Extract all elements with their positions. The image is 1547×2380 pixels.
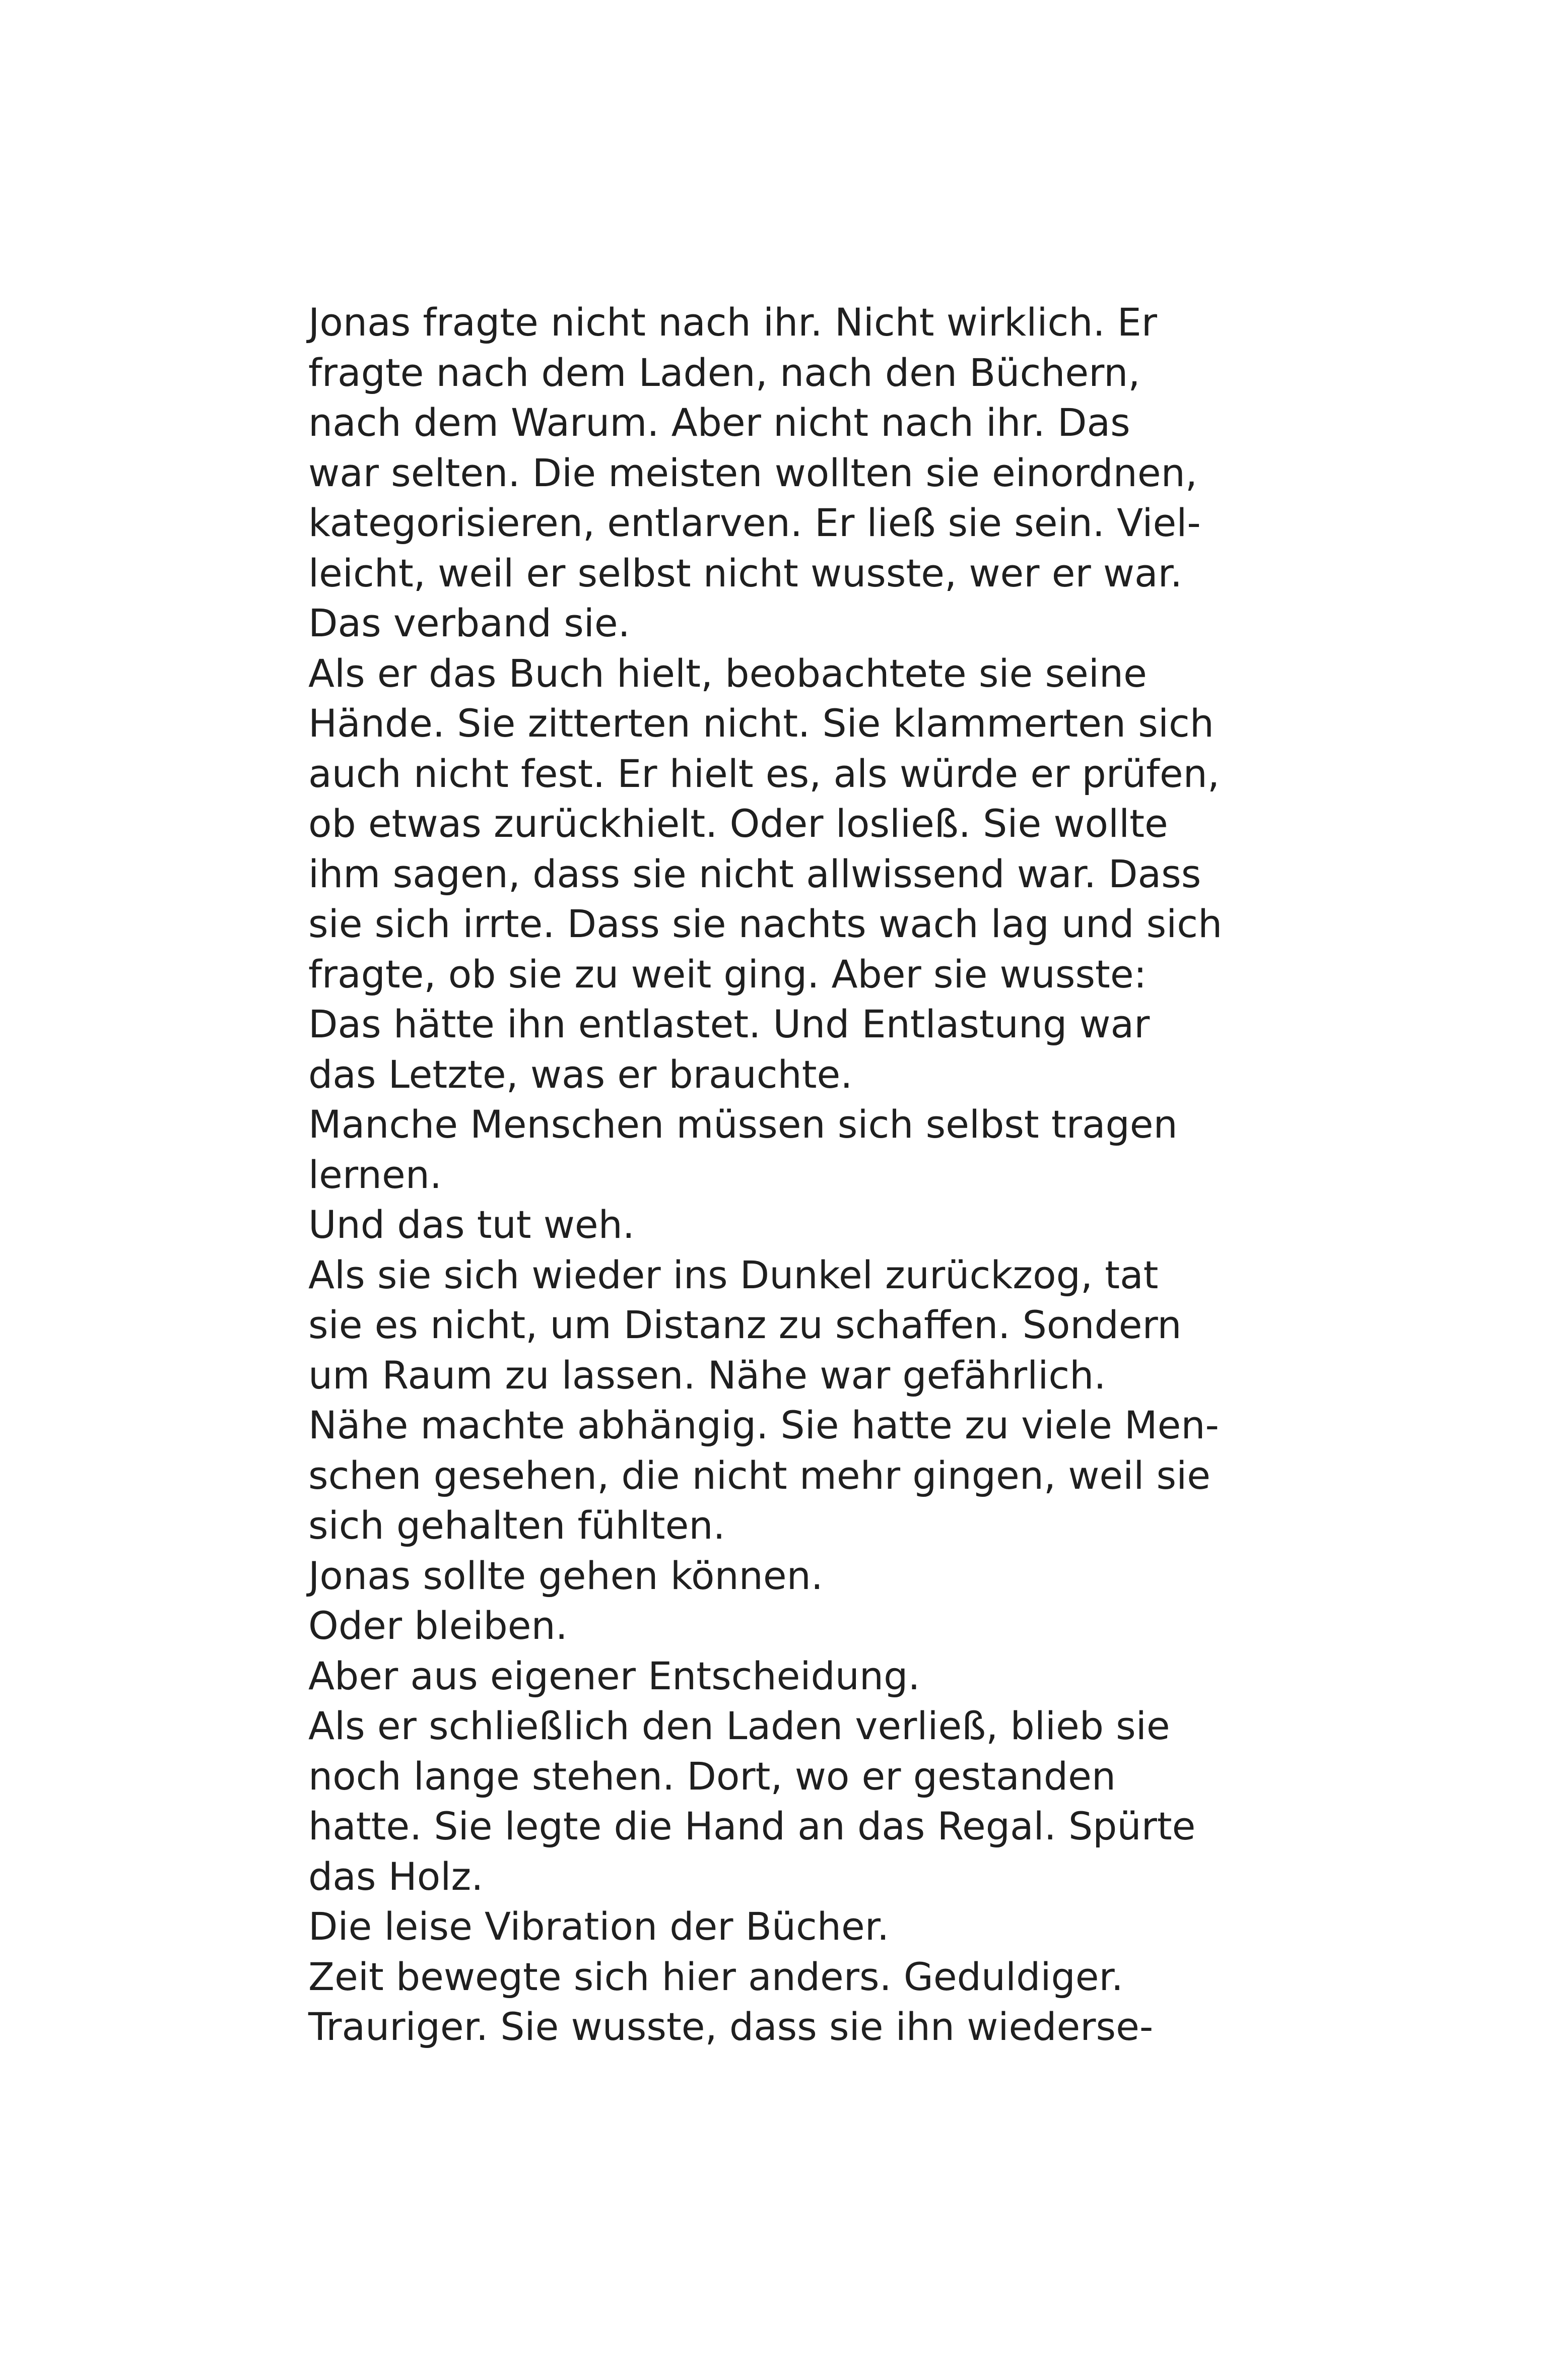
text-line: war selten. Die meisten wollten sie einordnen, — [308, 450, 1197, 495]
text-line: Als er das Buch hielt, beobachtete sie seine — [308, 650, 1147, 696]
text-line: Jonas sollte gehen können. — [308, 1553, 823, 1598]
text-line: Hände. Sie zitterten nicht. Sie klammerten sich — [308, 701, 1214, 746]
text-line: Nähe machte abhängig. Sie hatte zu viele Men- — [308, 1403, 1219, 1447]
text-line: kategorisieren, entlarven. Er ließ sie sein. Viel- — [308, 500, 1201, 545]
text-line: fragte nach dem Laden, nach den Büchern, — [308, 350, 1140, 395]
text-line: Zeit bewegte sich hier anders. Geduldiger. — [308, 1954, 1123, 1999]
text-line: Das hätte ihn entlastet. Und Entlastung war — [308, 1002, 1150, 1046]
text-line: nach dem Warum. Aber nicht nach ihr. Das — [308, 400, 1130, 445]
text-line: leicht, weil er selbst nicht wusste, wer er war. — [308, 550, 1183, 596]
text-line: das Holz. — [308, 1854, 484, 1899]
text-line: Und das tut weh. — [308, 1202, 635, 1247]
text-line: lernen. — [308, 1152, 442, 1197]
text-line: Aber aus eigener Entscheidung. — [308, 1653, 920, 1698]
text-line: sie sich irrte. Dass sie nachts wach lag und sich — [308, 901, 1223, 946]
text-line: auch nicht fest. Er hielt es, als würde er prüfen, — [308, 751, 1220, 796]
text-line: ihm sagen, dass sie nicht allwissend war. Dass — [308, 851, 1201, 896]
text-line: ob etwas zurückhielt. Oder losließ. Sie wollte — [308, 801, 1168, 846]
text-line: das Letzte, was er brauchte. — [308, 1051, 853, 1097]
text-line: Die leise Vibration der Bücher. — [308, 1904, 890, 1949]
text-line: Als er schließlich den Laden verließ, blieb sie — [308, 1703, 1170, 1748]
text-line: fragte, ob sie zu weit ging. Aber sie wusste: — [308, 951, 1147, 997]
text-line: hatte. Sie legte die Hand an das Regal. Spürte — [308, 1804, 1196, 1848]
body-text — [308, 297, 1265, 2052]
text-line: Trauriger. Sie wusste, dass sie ihn wiederse- — [308, 2004, 1154, 2049]
text-line: schen gesehen, die nicht mehr gingen, weil sie — [308, 1452, 1211, 1498]
text-line: um Raum zu lassen. Nähe war gefährlich. — [308, 1352, 1106, 1398]
text-line: Als sie sich wieder ins Dunkel zurückzog, tat — [308, 1252, 1159, 1297]
text-line: sie es nicht, um Distanz zu schaffen. Sondern — [308, 1302, 1182, 1347]
text-line: sich gehalten fühlten. — [308, 1503, 725, 1548]
text-line: noch lange stehen. Dort, wo er gestanden — [308, 1753, 1116, 1799]
text-line: Das verband sie. — [308, 601, 630, 645]
text-line: Oder bleiben. — [308, 1603, 568, 1648]
text-line: Jonas fragte nicht nach ihr. Nicht wirklich. Er — [308, 300, 1158, 345]
text-line: Manche Menschen müssen sich selbst tragen — [308, 1102, 1178, 1147]
